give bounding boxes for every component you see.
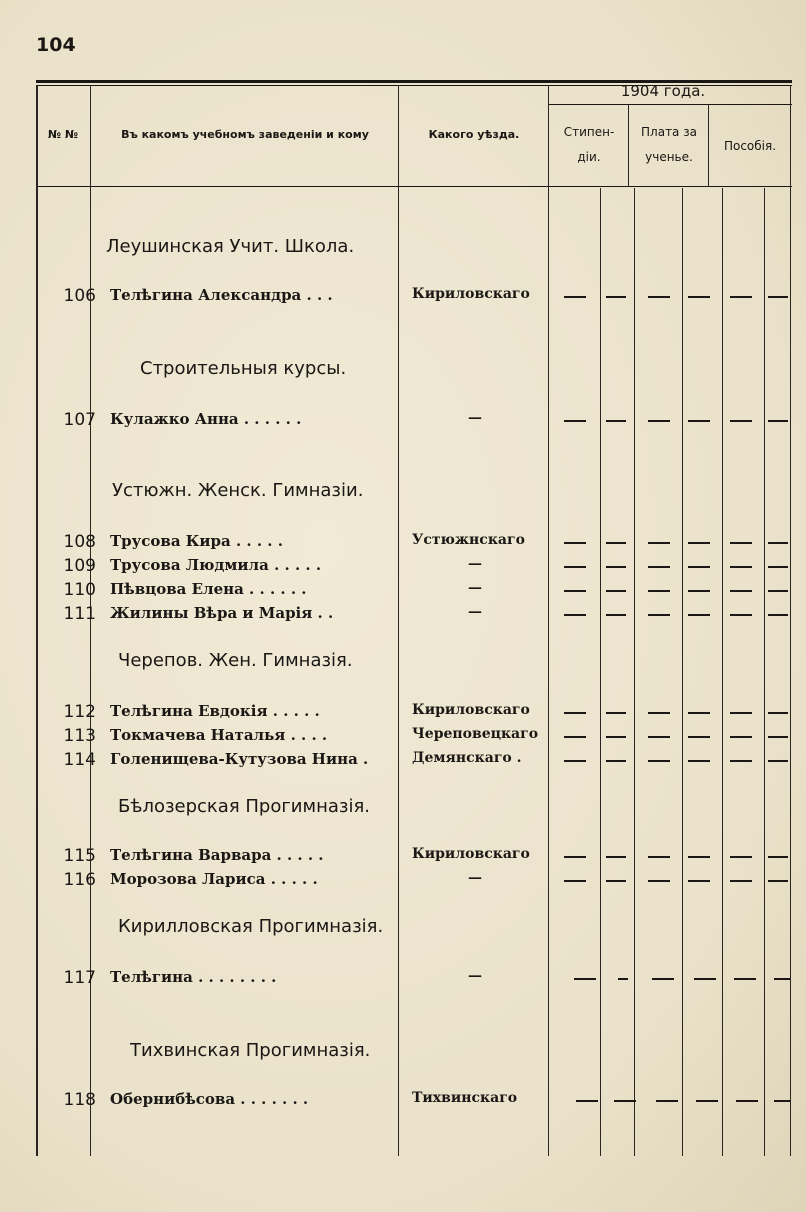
body-subcol-1 [600, 188, 601, 1156]
row-name: Обернибѣсова . . . . . . . [110, 1090, 309, 1108]
value-dash [774, 978, 790, 980]
row-number: 116 [63, 870, 96, 890]
table-row [0, 1088, 806, 1112]
value-dash [656, 1100, 678, 1102]
value-dash [606, 856, 626, 858]
value-dash [688, 614, 710, 616]
row-number: 111 [63, 604, 96, 624]
value-dash [606, 420, 626, 422]
value-dash [688, 760, 710, 762]
section-title: Строительныя курсы. [140, 358, 347, 379]
value-dash [730, 614, 752, 616]
row-name: Голенищева-Кутузова Нина . [110, 750, 369, 768]
value-dash [564, 760, 586, 762]
value-dash [648, 296, 670, 298]
value-dash [688, 296, 710, 298]
value-dash [564, 420, 586, 422]
col-divider-stipend [628, 104, 629, 186]
row-number: 118 [63, 1090, 96, 1110]
value-dash [688, 542, 710, 544]
year-sub-rule [548, 104, 792, 105]
value-dash [734, 978, 756, 980]
value-dash [694, 978, 716, 980]
value-dash [606, 566, 626, 568]
value-dash [648, 590, 670, 592]
row-number: 113 [63, 726, 96, 746]
row-name: Телѣгина Варвара . . . . . [110, 846, 324, 864]
value-dash [730, 590, 752, 592]
section-title: Леушинская Учит. Школа. [106, 236, 355, 257]
value-dash [688, 590, 710, 592]
row-number: 110 [63, 580, 96, 600]
value-dash [648, 880, 670, 882]
value-dash [688, 712, 710, 714]
value-dash [730, 712, 752, 714]
row-name: Токмачева Наталья . . . . [110, 726, 328, 744]
table-row [0, 844, 806, 868]
table-row [0, 408, 806, 432]
value-dash [688, 856, 710, 858]
value-dash [768, 542, 788, 544]
value-dash [768, 760, 788, 762]
row-name: Трусова Кира . . . . . [110, 532, 283, 550]
header-stipend-line1: Стипен- [563, 125, 615, 139]
value-dash [730, 296, 752, 298]
row-district: — [468, 580, 482, 596]
value-dash [768, 590, 788, 592]
row-name: Телѣгина Евдокія . . . . . [110, 702, 320, 720]
header-district: Какого уѣзда. [428, 128, 520, 141]
value-dash [730, 856, 752, 858]
table-row [0, 554, 806, 578]
header-fee-line2: ученье. [645, 150, 693, 164]
value-dash [730, 566, 752, 568]
row-district: — [468, 968, 482, 984]
table-row [0, 724, 806, 748]
row-name: Пѣвцова Елена . . . . . . [110, 580, 307, 598]
value-dash [774, 1100, 790, 1102]
header-stipend [550, 120, 628, 170]
col-divider-fee [708, 104, 709, 186]
value-dash [574, 978, 596, 980]
value-dash [648, 736, 670, 738]
table-row [0, 578, 806, 602]
value-dash [576, 1100, 598, 1102]
row-name: Трусова Людмила . . . . . [110, 556, 322, 574]
section-title: Тихвинская Прогимназія. [130, 1040, 371, 1061]
body-subcol-5 [764, 188, 765, 1156]
value-dash [606, 736, 626, 738]
row-district: Кириловскаго [412, 286, 530, 302]
value-dash [768, 712, 788, 714]
row-name: Телѣгина . . . . . . . . [110, 968, 277, 986]
body-subcol-3 [682, 188, 683, 1156]
value-dash [564, 736, 586, 738]
row-district: Кириловскаго [412, 846, 530, 862]
value-dash [606, 590, 626, 592]
value-dash [606, 760, 626, 762]
header-stipend-line2: діи. [577, 150, 601, 164]
value-dash [648, 614, 670, 616]
value-dash [648, 566, 670, 568]
row-number: 112 [63, 702, 96, 722]
row-district: — [468, 410, 482, 426]
row-district: — [468, 604, 482, 620]
value-dash [688, 880, 710, 882]
row-district: Устюжнскаго [412, 532, 525, 548]
value-dash [768, 296, 788, 298]
section-title: Устюжн. Женск. Гимназіи. [112, 480, 364, 501]
row-name: Морозова Лариса . . . . . [110, 870, 318, 888]
value-dash [606, 880, 626, 882]
row-number: 106 [63, 286, 96, 306]
row-number: 114 [63, 750, 96, 770]
row-number: 117 [63, 968, 96, 988]
value-dash [618, 978, 628, 980]
row-number: 115 [63, 846, 96, 866]
table-row [0, 602, 806, 626]
value-dash [564, 296, 586, 298]
header-fee-line1: Плата за [641, 125, 697, 139]
row-district: Кириловскаго [412, 702, 530, 718]
body-subcol-4 [722, 188, 723, 1156]
header-bottom-rule [36, 186, 792, 187]
row-number: 109 [63, 556, 96, 576]
value-dash [648, 760, 670, 762]
value-dash [730, 542, 752, 544]
value-dash [648, 712, 670, 714]
value-dash [736, 1100, 758, 1102]
value-dash [648, 420, 670, 422]
value-dash [606, 614, 626, 616]
section-title: Кирилловская Прогимназія. [118, 916, 384, 937]
header-fee [630, 120, 708, 170]
value-dash [564, 880, 586, 882]
page-number: 104 [36, 34, 76, 56]
value-dash [768, 566, 788, 568]
table-row [0, 530, 806, 554]
value-dash [606, 712, 626, 714]
row-name: Жилины Вѣра и Марія . . [110, 604, 334, 622]
row-number: 107 [63, 410, 96, 430]
value-dash [564, 590, 586, 592]
value-dash [730, 420, 752, 422]
header-num: № № [47, 128, 79, 141]
header-allowance: Пособія. [723, 139, 777, 153]
value-dash [688, 566, 710, 568]
value-dash [564, 712, 586, 714]
row-district: — [468, 870, 482, 886]
row-district: Тихвинскаго [412, 1090, 518, 1106]
table-row [0, 868, 806, 892]
row-district: Череповецкаго [412, 726, 539, 742]
value-dash [768, 736, 788, 738]
value-dash [730, 760, 752, 762]
table-row [0, 748, 806, 772]
row-number: 108 [63, 532, 96, 552]
value-dash [688, 736, 710, 738]
value-dash [768, 856, 788, 858]
value-dash [768, 880, 788, 882]
value-dash [730, 736, 752, 738]
row-name: Телѣгина Александра . . . [110, 286, 333, 304]
row-district: — [468, 556, 482, 572]
header-institution: Въ какомъ учебномъ заведеніи и кому [121, 128, 369, 141]
body-subcol-2 [634, 188, 635, 1156]
value-dash [606, 296, 626, 298]
value-dash [688, 420, 710, 422]
value-dash [648, 856, 670, 858]
value-dash [564, 542, 586, 544]
value-dash [564, 566, 586, 568]
value-dash [606, 542, 626, 544]
value-dash [564, 614, 586, 616]
value-dash [564, 856, 586, 858]
value-dash [768, 614, 788, 616]
table-row [0, 284, 806, 308]
table-row [0, 966, 806, 990]
value-dash [652, 978, 674, 980]
value-dash [730, 880, 752, 882]
value-dash [614, 1100, 636, 1102]
value-dash [696, 1100, 718, 1102]
value-dash [648, 542, 670, 544]
table-row [0, 700, 806, 724]
row-district: Демянскаго . [412, 750, 522, 766]
header-year: 1904 года. [620, 82, 706, 100]
section-title: Черепов. Жен. Гимназія. [118, 650, 353, 671]
value-dash [768, 420, 788, 422]
row-name: Кулажко Анна . . . . . . [110, 410, 302, 428]
section-title: Бѣлозерская Прогимназія. [118, 796, 371, 817]
